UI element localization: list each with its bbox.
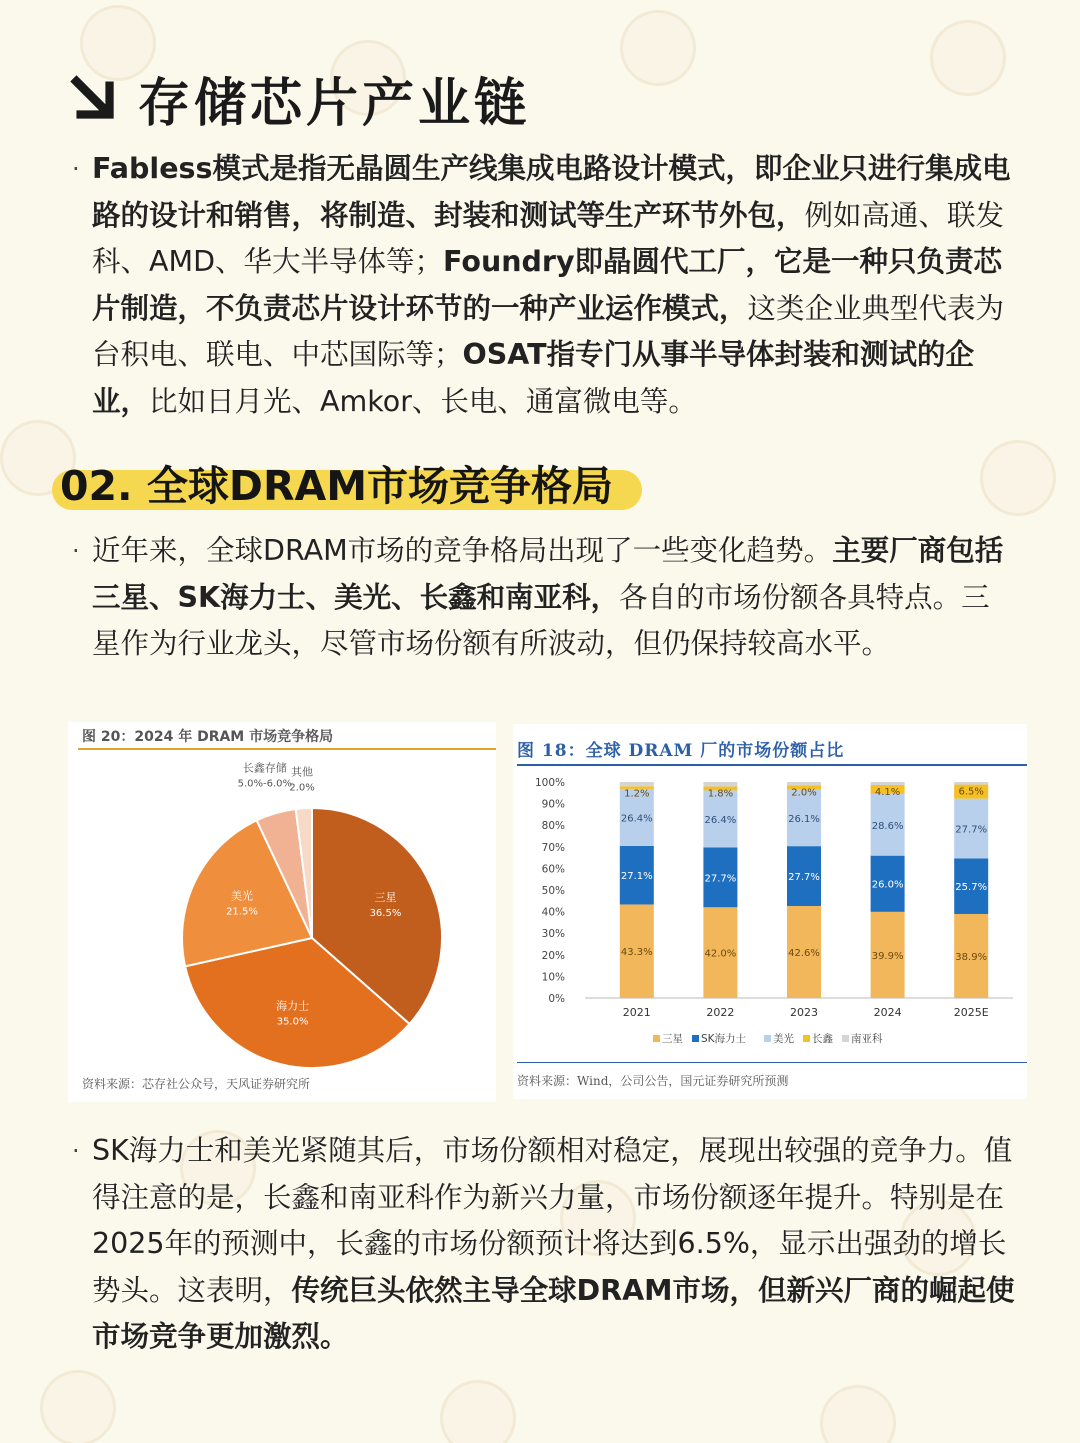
bar-value-label: 27.7%: [704, 873, 737, 885]
legend-label-长鑫: 长鑫: [812, 1033, 833, 1045]
pie-label-name-2: 美光: [230, 889, 253, 903]
y-tick-label: 40%: [541, 906, 565, 919]
y-tick-label: 0%: [548, 993, 565, 1005]
x-tick-label: 2022: [706, 1006, 735, 1019]
paragraph-dram-intro: [72, 528, 1017, 668]
pie-label-value-4: 2.0%: [289, 782, 315, 794]
para1-text-e: OSAT指专门从事半导体封装和测试的企业，: [92, 338, 975, 418]
bar-value-label: 27.7%: [788, 872, 820, 884]
pie-label-name-4: 其他: [291, 765, 314, 779]
figure2-divider-bottom: [517, 1062, 1027, 1063]
section-heading: [52, 458, 613, 514]
bar-value-label: 2.0%: [791, 787, 817, 799]
figure2-divider: [517, 764, 1027, 766]
pie-label-name-3: 长鑫存储: [242, 761, 287, 775]
legend-label-南亚科: 南亚科: [851, 1033, 883, 1045]
y-tick-label: 30%: [541, 928, 565, 941]
bar-value-label: 27.1%: [620, 871, 653, 883]
bar-value-label: 42.6%: [788, 947, 820, 959]
figure1-source: 资料来源：芯存社公众号，天风证券研究所: [82, 1077, 311, 1091]
pie-label-name-0: 三星: [374, 890, 397, 904]
para3-text-b: 传统巨头依然主导全球DRAM市场，但新兴厂商的崛起使市场竞争更加激烈。: [92, 1273, 1015, 1353]
bar-value-label: 26.0%: [871, 879, 904, 891]
para3-text-a: SK海力士和美光紧随其后，市场份额相对稳定，展现出较强的竞争力。值得注意的是，长鑫和南亚科作为新兴力量，市场份额逐年提升。特别是在2025年的预测中，长鑫的市场份额预计将达到6.5%，显示出强劲的增长势头。这表明，: [92, 1134, 1013, 1307]
page-title: 存储芯片产业链: [138, 73, 531, 134]
x-tick-label: 2021: [622, 1006, 651, 1019]
legend-swatch-SK海力士: [692, 1035, 699, 1042]
y-tick-label: 80%: [541, 820, 565, 833]
para2-text-c: 各自的市场份额各具特点。三星作为行业龙头，尽管市场份额有所波动，但仍保持较高水平。: [92, 580, 990, 660]
bar-value-label: 1.2%: [624, 788, 650, 800]
para1-text-f: 比如日月光、Amkor、长电、通富微电等。: [149, 384, 697, 418]
bar-value-label: 6.5%: [958, 786, 984, 798]
bullet-dot: ·: [72, 537, 80, 565]
bar-value-label: 28.6%: [871, 820, 904, 832]
figure2-title: 图 18：全球 DRAM 厂的市场份额占比: [517, 741, 845, 761]
bar-value-label: 1.8%: [707, 788, 734, 800]
para2-text-b: 主要厂商包括三星、SK海力士、美光、长鑫和南亚科，: [92, 534, 1004, 614]
legend-swatch-南亚科: [842, 1035, 849, 1042]
bar-value-label: 26.4%: [704, 814, 737, 826]
bar-segment-南亚科: [787, 782, 821, 785]
para1-text-c: Foundry即晶圆代工厂，它是一种只负责芯片制造，不负责芯片设计环节的一种产业运作模式，: [92, 245, 1003, 325]
bar-value-label: 27.7%: [955, 824, 988, 836]
bar-segment-南亚科: [703, 782, 737, 787]
paragraph-fabless: [72, 146, 1017, 425]
figure-pie-2024: [68, 722, 496, 1102]
y-tick-label: 50%: [541, 885, 565, 897]
bar-value-label: 25.7%: [955, 882, 988, 894]
bar-value-label: 4.1%: [874, 787, 901, 799]
y-tick-label: 70%: [541, 841, 565, 854]
bar-value-label: 38.9%: [955, 951, 988, 963]
stacked-bar-chart: [513, 768, 1027, 1063]
bar-value-label: 39.9%: [871, 950, 904, 962]
figure1-title: 图 20：2024 年 DRAM 市场竞争格局: [82, 729, 334, 745]
pie-label-value-3: 5.0%-6.0%: [237, 778, 293, 790]
bar-value-label: 26.4%: [620, 813, 653, 825]
x-tick-label: 2024: [873, 1006, 902, 1019]
bar-value-label: 42.0%: [704, 948, 737, 960]
legend-label-三星: 三星: [662, 1033, 683, 1045]
y-tick-label: 90%: [541, 798, 565, 811]
x-tick-label: 2023: [790, 1006, 818, 1019]
figure2-source: 资料来源：Wind，公司公告，国元证券研究所预测: [517, 1074, 789, 1088]
legend-swatch-美光: [764, 1035, 771, 1042]
y-tick-label: 100%: [534, 777, 565, 789]
legend-label-美光: 美光: [773, 1033, 794, 1045]
bar-segment-南亚科: [954, 782, 988, 785]
bullet-dot: ·: [72, 1137, 80, 1165]
paragraph-conclusion: [72, 1128, 1017, 1361]
arrow-down-right-icon: [62, 67, 124, 129]
bar-segment-南亚科: [620, 782, 654, 786]
legend-swatch-三星: [653, 1035, 660, 1042]
para1-text-b: 例如高通、联发科、AMD、华大半导体等；: [92, 198, 1005, 278]
bar-segment-南亚科: [871, 782, 905, 785]
legend-swatch-长鑫: [803, 1035, 810, 1042]
para1-text-a: Fabless模式是指无晶圆生产线集成电路设计模式，即企业只进行集成电路的设计和销售，将制造、封装和测试等生产环节外包，: [92, 152, 1011, 232]
bar-value-label: 43.3%: [620, 947, 653, 959]
figure-stacked-bar: [513, 724, 1027, 1099]
pie-chart: [68, 750, 496, 1080]
pie-label-value-0: 36.5%: [369, 907, 402, 919]
page-title-row: [62, 58, 530, 138]
bullet-dot: ·: [72, 155, 80, 183]
y-tick-label: 20%: [541, 949, 565, 962]
bar-value-label: 26.1%: [788, 813, 820, 825]
para1-text-d: 这类企业典型代表为台积电、联电、中芯国际等；: [92, 291, 1005, 371]
y-tick-label: 10%: [541, 971, 565, 984]
section-heading-text: 02. 全球DRAM市场竞争格局: [60, 462, 614, 510]
pie-label-name-1: 海力士: [276, 999, 310, 1013]
pie-label-value-2: 21.5%: [226, 906, 258, 918]
x-tick-label: 2025E: [953, 1006, 989, 1019]
legend-label-SK海力士: SK海力士: [701, 1033, 747, 1045]
y-tick-label: 60%: [541, 863, 565, 876]
para2-text-a: 近年来，全球DRAM市场的竞争格局出现了一些变化趋势。: [92, 534, 833, 567]
pie-label-value-1: 35.0%: [276, 1016, 309, 1028]
